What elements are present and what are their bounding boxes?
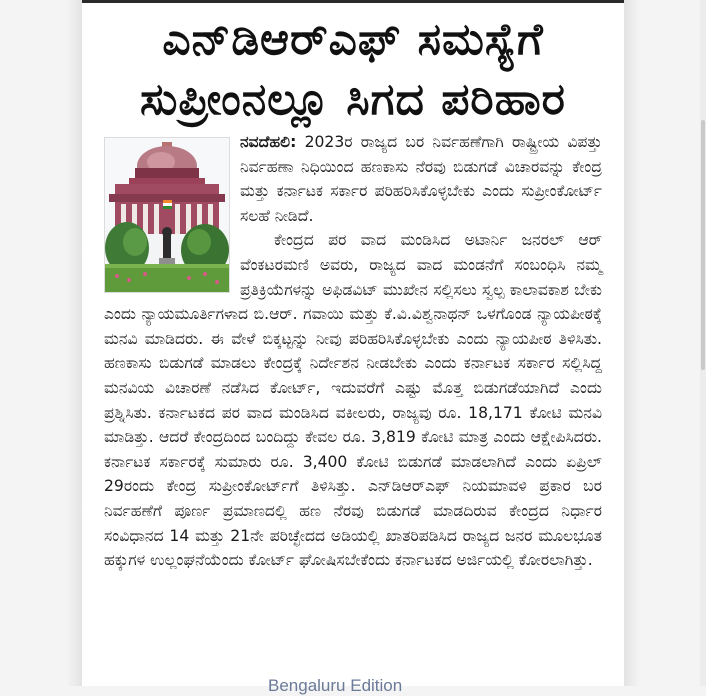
page-shadow-right bbox=[624, 0, 640, 686]
newspaper-clipping bbox=[82, 0, 624, 664]
scrollbar-thumb[interactable] bbox=[701, 120, 705, 370]
supreme-court-photo bbox=[104, 137, 230, 293]
page-shadow-left bbox=[66, 0, 82, 686]
headline-line-2: ಸುಪ್ರೀಂನಲ್ಲೂ ಸಿಗದ ಪರಿಹಾರ bbox=[140, 74, 566, 125]
paragraph-2: ಕೇಂದ್ರದ ಪರ ವಾದ ಮಂಡಿಸಿದ ಅಟಾರ್ನಿ ಜನರಲ್ ಆರ್ ವೆಂಕಟರಮಣಿ ಅವರು, ರಾಜ್ಯದ ವಾದ ಮಂಡನೆಗೆ ಸಂಬಂಧಿಸಿ ನಮ್ಮ ಪ್ರತಿಕ್ರಿಯೆಗಳನ್ನು ಅಫಿಡವಿಟ್ ಮುಖೇನ ಸಲ್ಲಿಸಲು ಸ್ವಲ್ಪ ಕಾಲಾವಕಾಶ ಬೇಕು ಎಂದು ನ್ಯಾಯಮೂರ್ತಿಗಳಾದ ಬಿ.ಆರ್. ಗವಾಯಿ ಮತ್ತು ಕೆ.ವಿ.ವಿಶ್ವನಾಥನ್ ಒಳಗೊಂಡ ನ್ಯಾಯಪೀಠಕ್ಕೆ ಮನವಿ ಮಾಡಿದರು. ಈ ವೇಳೆ ಬಿಕ್ಕಟ್ಟನ್ನು ನೀವು ಪರಿಹರಿಸಿಕೊಳ್ಳಬೇಕು ಎಂದು ನ್ಯಾಯಪೀಠ ತಿಳಿಸಿತು. ಹಣಕಾಸು ಬಿಡುಗಡೆ ಮಾಡಲು ಕೇಂದ್ರಕ್ಕೆ ನಿರ್ದೇಶನ ನೀಡಬೇಕು ಎಂದು ಕರ್ನಾಟಕ ಸರ್ಕಾರ ಸಲ್ಲಿಸಿದ್ದ ಮನವಿಯ ವಿಚಾರಣೆ ನಡೆಸಿದ ಕೋರ್ಟ್, ಇದುವರೆಗೆ ಎಷ್ಟು ಮೊತ್ತ ಬಿಡುಗಡೆಯಾಗಿದೆ ಎಂದು ಪ್ರಶ್ನಿಸಿತು. ಕರ್ನಾಟಕದ ಪರ ವಾದ ಮಂಡಿಸಿದ ವಕೀಲರು, ರಾಜ್ಯವು ರೂ. 18,171 ಕೋಟಿ ಮನವಿ ಮಾಡಿತ್ತು. ಆದರೆ ಕೇಂದ್ರದಿಂದ ಬಂದಿದ್ದು ಕೇವಲ ರೂ. 3,819 ಕೋಟಿ ಮಾತ್ರ ಎಂದು ಆಕ್ಷೇಪಿಸಿದರು. ಕರ್ನಾಟಕ ಸರ್ಕಾರಕ್ಕೆ ಸುಮಾರು ರೂ. 3,400 ಕೋಟಿ ಬಿಡುಗಡೆ ಮಾಡಲಾಗಿದೆ ಎಂದು ಏಪ್ರಿಲ್ 29ರಂದು ಕೇಂದ್ರ ಸುಪ್ರೀಂಕೋರ್ಟ್‌ಗೆ ತಿಳಿಸಿತ್ತು. ಎನ್‌ಡಿಆರ್‌ಎಫ್ ನಿಯಮಾವಳಿ ಪ್ರಕಾರ ಬರ ನಿರ್ವಹಣೆಗೆ ಪೂರ್ಣ ಪ್ರಮಾಣದಲ್ಲಿ ಹಣ ನೆರವು ಬಿಡುಗಡೆ ಮಾಡದಿರುವ ಕೇಂದ್ರದ ನಿರ್ಧಾರ ಸಂವಿಧಾನದ 14 ಮತ್ತು 21ನೇ ಪರಿಚ್ಛೇದದ ಅಡಿಯಲ್ಲಿ ಖಾತರಿಪಡಿಸಿದ ರಾಜ್ಯದ ಜನರ ಮೂಲಭೂತ ಹಕ್ಕುಗಳ ಉಲ್ಲಂಘನೆಯೆಂದು ಕೋರ್ಟ್ ಘೋಷಿಸಬೇಕೆಂದು ಕರ್ನಾಟಕದ ಅರ್ಜಿಯಲ್ಲಿ ಕೋರಲಾಗಿತ್ತು. bbox=[104, 231, 602, 570]
edition-label[interactable]: Bengaluru Edition bbox=[268, 676, 403, 695]
headline bbox=[88, 10, 618, 130]
headline-line-1: ಎನ್‌ಡಿಆರ್‌ಎಫ್ ಸಮಸ್ಯೆಗೆ bbox=[162, 14, 544, 65]
article-body bbox=[104, 130, 602, 573]
dateline: ನವದೆಹಲಿ: bbox=[240, 133, 297, 151]
top-rule bbox=[82, 0, 624, 3]
paragraph-1-text: 2023ರ ರಾಜ್ಯದ ಬರ ನಿರ್ವಹಣೆಗಾಗಿ ರಾಷ್ಟ್ರೀಯ ವಿಪತ್ತು ನಿರ್ವಹಣಾ ನಿಧಿಯಿಂದ ಹಣಕಾಸು ನೆರವು ಬಿಡುಗಡೆ ವಿಚಾರವನ್ನು ಕೇಂದ್ರ ಮತ್ತು ಕರ್ನಾಟಕ ಸರ್ಕಾರ ಪರಿಹರಿಸಿಕೊಳ್ಳಬೇಕು ಎಂದು ಸುಪ್ರೀಂಕೋರ್ಟ್ ಸಲಹೆ ನೀಡಿದೆ. bbox=[240, 133, 602, 225]
